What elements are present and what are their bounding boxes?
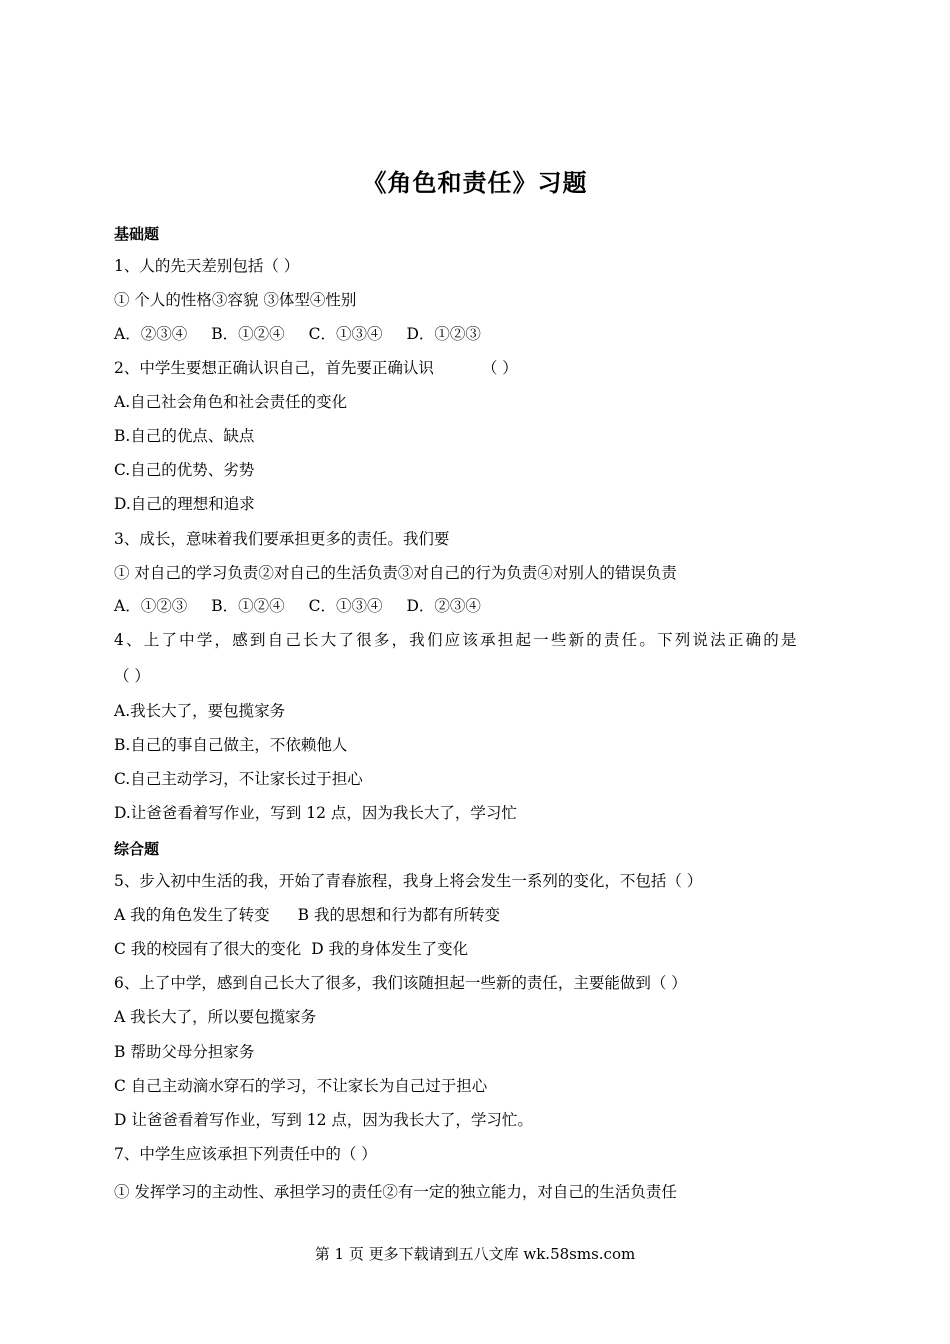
question-6-option-b: B 帮助父母分担家务 bbox=[114, 1043, 255, 1061]
option-c: C 我的校园有了很大的变化 bbox=[114, 940, 302, 958]
question-7: 7、中学生应该承担下列责任中的（ ） bbox=[114, 1145, 377, 1163]
question-1-choices bbox=[114, 323, 481, 345]
question-7-options: ① 发挥学习的主动性、承担学习的责任②有一定的独立能力，对自己的生活负责任 bbox=[114, 1183, 677, 1201]
question-2-option-d: D.自己的理想和追求 bbox=[114, 495, 255, 513]
question-3-options: ① 对自己的学习负责②对自己的生活负责③对自己的行为负责④对别人的错误负责 bbox=[114, 564, 677, 582]
question-2-option-b: B.自己的优点、缺点 bbox=[114, 427, 255, 445]
question-6-option-d: D 让爸爸看着写作业，写到 12 点，因为我长大了，学习忙。 bbox=[114, 1111, 533, 1129]
question-4-option-b: B.自己的事自己做主，不依赖他人 bbox=[114, 736, 348, 754]
question-6-option-a: A 我长大了，所以要包揽家务 bbox=[114, 1008, 317, 1026]
question-5-options-ab bbox=[114, 904, 500, 926]
page-footer: 第 1 页 更多下载请到五八文库 wk.58sms.com bbox=[314, 1245, 636, 1263]
choice-d: D．①②③ bbox=[406, 325, 481, 343]
question-6: 6、上了中学，感到自己长大了很多，我们该随担起一些新的责任，主要能做到（ ） bbox=[114, 974, 687, 992]
question-3-choices bbox=[114, 595, 481, 617]
option-d: D 我的身体发生了变化 bbox=[311, 940, 469, 958]
question-5: 5、步入初中生活的我，开始了青春旅程，我身上将会发生一系列的变化，不包括（ ） bbox=[114, 872, 703, 890]
question-4: 4、上了中学，感到自己长大了很多，我们应该承担起一些新的责任。下列说法正确的是 bbox=[114, 631, 799, 649]
question-4-paren: （ ） bbox=[114, 667, 150, 685]
question-4-option-c: C.自己主动学习，不让家长过于担心 bbox=[114, 770, 363, 788]
question-6-option-c: C 自己主动滴水穿石的学习，不让家长为自己过于担心 bbox=[114, 1077, 488, 1095]
question-1: 1、人的先天差别包括（ ） bbox=[114, 257, 300, 275]
choice-c: C．①③④ bbox=[308, 597, 383, 615]
question-4-option-d: D.让爸爸看着写作业，写到 12 点，因为我长大了，学习忙 bbox=[114, 804, 517, 822]
question-3: 3、成长，意味着我们要承担更多的责任。我们要 bbox=[114, 530, 450, 548]
choice-c: C．①③④ bbox=[308, 325, 383, 343]
choice-b: B．①②④ bbox=[211, 597, 285, 615]
choice-a: A．①②③ bbox=[114, 597, 188, 615]
option-a: A 我的角色发生了转变 bbox=[114, 906, 270, 924]
question-2-text: 2、中学生要想正确认识自己，首先要正确认识 bbox=[114, 359, 434, 377]
question-2-option-c: C.自己的优势、劣势 bbox=[114, 461, 255, 479]
question-2 bbox=[114, 357, 518, 379]
section-heading-comprehensive: 综合题 bbox=[114, 840, 160, 858]
question-2-paren: （ ） bbox=[481, 359, 518, 377]
choice-b: B．①②④ bbox=[211, 325, 285, 343]
question-5-options-cd bbox=[114, 938, 468, 960]
choice-a: A．②③④ bbox=[114, 325, 188, 343]
page-title: 《角色和责任》习题 bbox=[362, 169, 588, 197]
section-heading-basic: 基础题 bbox=[114, 225, 160, 243]
option-b: B 我的思想和行为都有所转变 bbox=[297, 906, 500, 924]
question-1-options: ① 个人的性格③容貌 ③体型④性别 bbox=[114, 291, 357, 309]
choice-d: D．②③④ bbox=[406, 597, 481, 615]
question-4-option-a: A.我长大了，要包揽家务 bbox=[114, 702, 286, 720]
question-2-option-a: A.自己社会角色和社会责任的变化 bbox=[114, 393, 348, 411]
